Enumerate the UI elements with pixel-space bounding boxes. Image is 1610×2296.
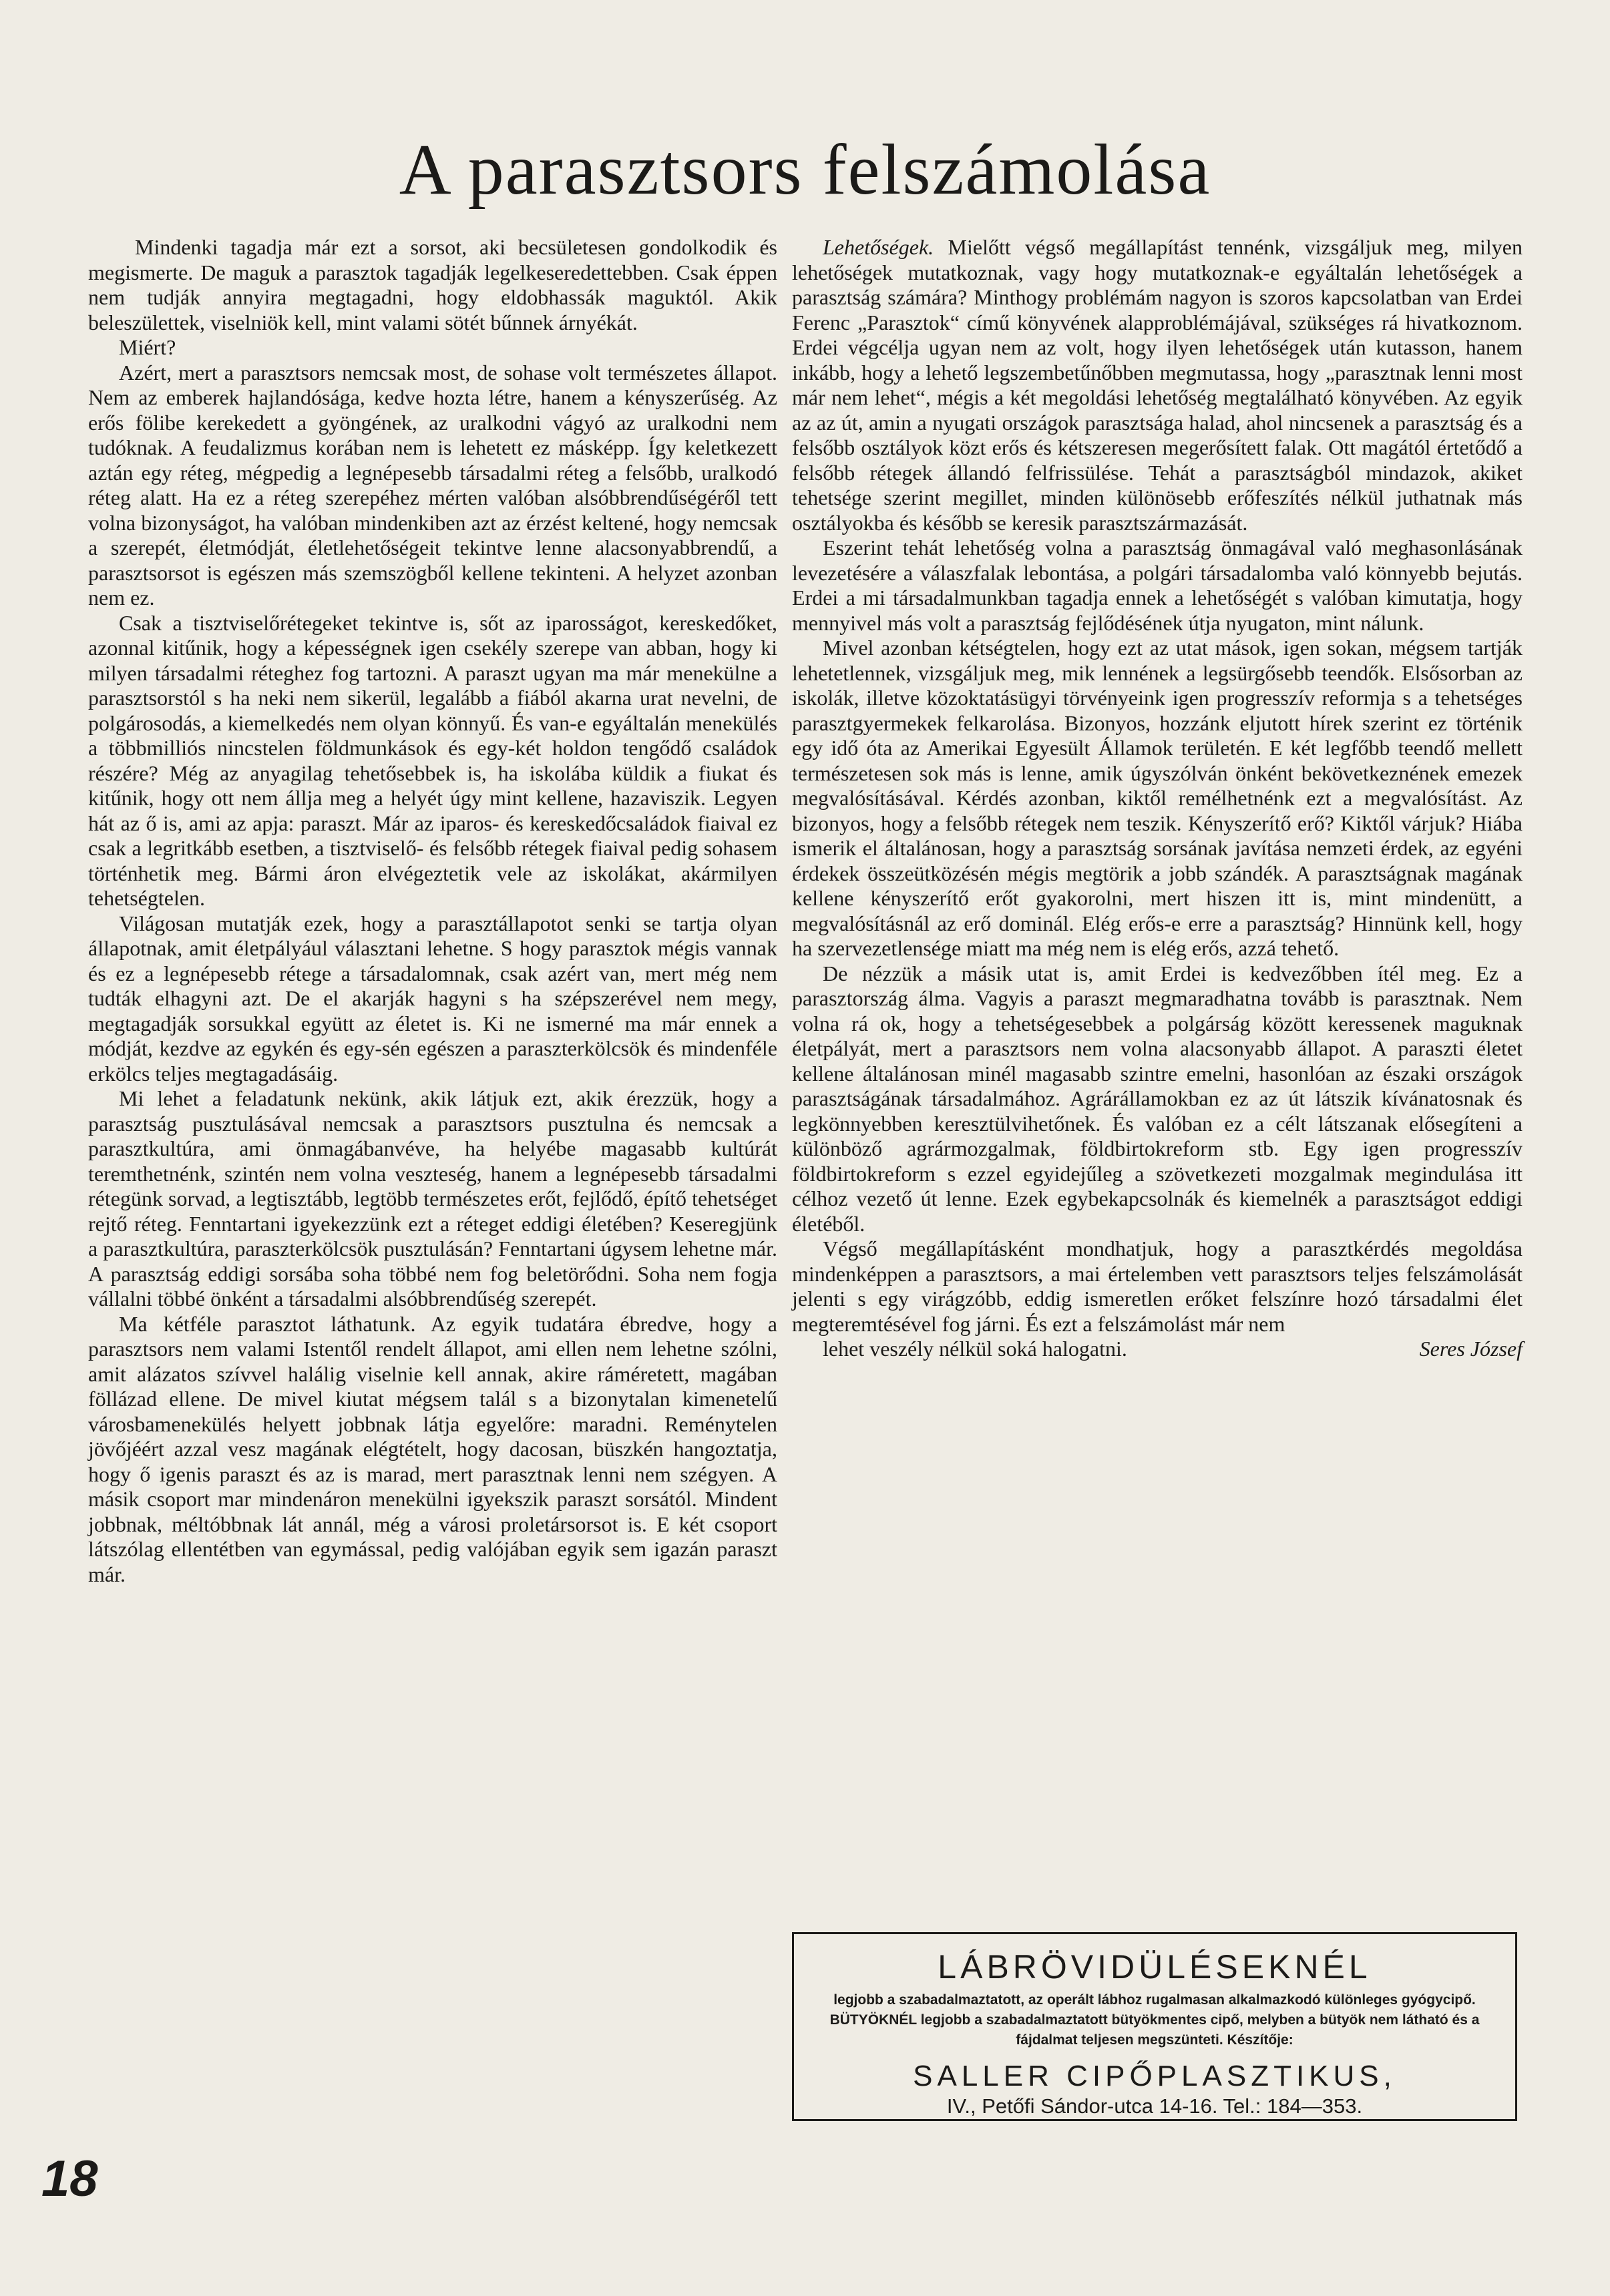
right-column — [792, 235, 1523, 1362]
article-paragraph: Mi lehet a feladatunk nekünk, akik látjuk ezt, akik érezzük, hogy a parasztság pusztulásával nemcsak a parasztsors pusztulna és nemcsak a parasztkultúra, ami önmagábanvéve, ha helyébe magasabb kultúrát teremthetnénk, szintén nem volna veszteség, hanem a legnépesebb társadalmi rétegünk sorvad, a legtisztább, legtöbb természetes erőt, fejlődő, építő tehetséget rejtő réteg. Fenntartani igyekezzünk ezt a réteget eddigi életében? Keseregjünk a parasztkultúra, paraszterkölcsök pusztulásán? Fenntartani úgysem lehetne már. A parasztság eddigi sorsába soha többé nem fog beletörődni. Soha nem fogja vállalni többé önként a társadalmi alsóbbrendűség szerepét. — [88, 1086, 777, 1311]
author-signature: Seres József — [1419, 1337, 1523, 1361]
article-paragraph: Eszerint tehát lehetőség volna a parasztság önmagával való meghasonlásának levezetésére a válaszfalak lebontása, a polgári társadalomba való könnyebb bejutás. Erdei a mi társadalmunkban tagadja ennek a lehetőségét s valóban kimutatja, hogy mennyivel más volt a parasztság fejlődésének útja nyugaton, mint nálunk. — [792, 535, 1523, 635]
article-paragraph-text: Mielőtt végső megállapítást tennénk, vizsgáljuk meg, milyen lehetőségek mutatkoznak, vagy hogy mutatkoznak-e egyáltalán lehetőségek a parasztság számára? Minthogy problémám nagyon is szoros kapcsolatban van Erdei Ferenc „Parasztok“ című könyvének alapproblémájával, szükséges rá hivatkoznom. Erdei végcélja ugyan nem az volt, hogy ilyen lehetőségek után kutasson, hanem inkább, hogy a lehető legszembetűnőbben megmutassa, hogy „parasztnak lenni most már nem lehet“, mégis a két megoldási lehetőség megtalálható könyvében. Az egyik az az út, amin a nyugati országok parasztsága halad, ahol nincsenek a parasztság és a felsőbb osztályok közt erős és kétszeresen megerősített falak. Ott magától értetődő a felsőbb rétegek állandó felfrissülése. Tehát a parasztságból mindazok, akiket tehetsége szerint megillet, minden különösebb erőfeszítés nélkül juthatnak más osztályokba és később se keresik parasztszármazását. — [792, 235, 1523, 535]
section-lead: Lehetőségek. — [823, 235, 934, 259]
ad-body: legjobb a szabadalmaztatott, az operált lábhoz rugalmasan alkalmazkodó különleges gyógycipő. BÜTYÖKNÉL legjobb a szabadalmaztatott bütyökmentes cipő, melyben a bütyök nem látható és a fájdalmat teljesen megszünteti. Készítője: — [829, 1992, 1480, 2048]
article-paragraph: Mivel azonban kétségtelen, hogy ezt az utat mások, igen sokan, mégsem tartják lehetetlennek, vizsgáljuk meg, mik lennének a legsürgősebb teendők. Elsősorban az iskolák, illetve közoktatásügyi törvényeink igen progresszív reformja s a tehetséges parasztgyermekek felkarolása. Bizonyos, hozzánk eljutott hírek szerint ez történik egy idő óta az Amerikai Egyesült Államok területén. E két legfőbb teendő mellett természetesen sok más is lenne, amik úgyszólván önként bekövetkeznének emezek megvalósításával. Kérdés azonban, kiktől remélhetnénk ezt a megvalósítást. Az bizonyos, hogy a felsőbb rétegek nem teszik. Kényszerítő erő? Kiktől várjuk? Hiába ismerik el általánosan, hogy a parasztság sorsának javítása nemzeti érdek, az egyéni érdekek összeütközésén mégis megtörik a jobb szándék. A parasztságnak magának kellene kényszerítő erőt gyakorolni, mert hiszen itt is, mint mindenütt, a megvalósításnál az erő dominál. Elég erős-e erre a parasztság? Hinnünk kell, hogy ha szervezetlensége miatt ma még nem is elég erős, azzá tehető. — [792, 636, 1523, 960]
closing-line — [792, 1337, 1523, 1362]
final-sentence: lehet veszély nélkül soká halogatni. — [823, 1337, 1127, 1361]
advertisement-box — [792, 1932, 1517, 2121]
ad-address: IV., Petőfi Sándor-utca 14-16. Tel.: 184—353. — [946, 2094, 1363, 2118]
article-paragraph: Mindenki tagadja már ezt a sorsot, aki becsületesen gondolkodik és megismerte. De maguk a parasztok tagadják legelkeseredettebben. Csak éppen nem tudják annyira megtagadni, hogy eldobhassák maguktól. Akik beleszülettek, viselniök kell, mint valami sötét bűnnek árnyékát. — [88, 235, 777, 334]
left-column — [88, 235, 777, 1587]
article-paragraph: Miért? — [119, 335, 176, 359]
article-paragraph: Végső megállapításként mondhatjuk, hogy a parasztkérdés megoldása mindenképpen a parasztsors, a mai értelemben vett parasztsors teljes felszámolását jelenti s egy virágzóbb, eddig ismeretlen erőket felszínre hozó társadalmi élet megteremtésével fog járni. És ezt a felszámolást már nem — [792, 1236, 1523, 1336]
article-paragraph-with-lead — [792, 235, 1523, 535]
page-number: 18 — [41, 2150, 98, 2207]
article-paragraph: Ma kétféle parasztot láthatunk. Az egyik tudatára ébredve, hogy a parasztsors nem valami Istentől rendelt állapot, ami ellen nem lehetne szólni, amit alázatos szívvel halálig viselnie kell annak, akire ráméretett, magában föllázad ellene. De mivel kiutat mégsem talál s a bizonytalan kimenetelű városbamenekülés helyett jobbnak látja egyelőre: maradni. Reménytelen jövőjéért azzal vesz magának elégtételt, hogy dacosan, büszkén hangoztatja, hogy ő igenis paraszt és az is marad, mert parasztnak lenni nem szégyen. A másik csoport mar mindenáron menekülni igyekszik paraszt sorsától. Mindent jobbnak, méltóbbnak lát annál, még a városi proletársorsot is. E két csoport látszólag ellentétben van egymással, pedig valójában egyik sem igazán paraszt már. — [88, 1311, 777, 1586]
article-paragraph: De nézzük a másik utat is, amit Erdei is kedvezőbben ítél meg. Ez a parasztország álma. Vagyis a paraszt megmaradhatna tovább is parasztnak. Nem volna rá ok, hogy a tehetségesebbek a polgárság között keressenek maguknak életpályát, mert a parasztsors nem volna alacsonyabb állapot. A paraszti életet kellene általánosan minél magasabb szintre emelni, hasonlóan az északi országok parasztságának társadalmához. Agrárállamokban ez az út látszik kívánatosnak és legkönnyebben keresztülvihetőnek. És valóban ez a célt látszanak elősegíteni a különböző agrármozgalmak, földbirtokreform stb. Egy igen progresszív földbirtokreform s ezzel egyidejűleg a szövetkezeti mozgalmak megindulása itt célhoz vezető út lenne. Ezek egybekapcsolnák és kiemelnék a parasztságot eddigi életéből. — [792, 961, 1523, 1236]
article-paragraph: Csak a tisztviselőrétegeket tekintve is, sőt az iparosságot, kereskedőket, azonnal kitűnik, hogy a képességnek igen csekély szerepe van abban, hogy ki milyen társadalmi réteghez fog tartozni. A paraszt ugyan ma már menekülne a parasztsorstól s ha neki nem sikerül, legalább a fiából akarna urat nevelni, de polgárosodás, a kiemelkedés nem olyan könnyű. És van-e egyáltalán menekülés a többmilliós nincstelen földmunkások és egy-két holdon tengődő családok részére? Még az anyagilag tehetősebbek is, ha iskolába küldik a fiukat és kitűnik, hogy ott nem állja meg a helyét úgy mint kellene, hazaviszik. Legyen hát az ő is, ami az apja: paraszt. Már az iparos- és kereskedőcsaládok fiaival ez csak a legritkább esetben, a tisztviselő- és felsőbb rétegek fiaival pedig sohasem történhetik meg. Bármi áron elvégeztetik vele az iskolákat, akármilyen tehetségtelen. — [88, 610, 777, 910]
ad-maker: SALLER CIPŐPLASZTIKUS, — [913, 2060, 1396, 2092]
article-paragraph: Világosan mutatják ezek, hogy a parasztállapotot senki se tartja olyan állapotnak, amit életpályául választani lehetne. S hogy parasztok mégis vannak és ez a legnépesebb rétege a társadalomnak, csak azért van, mert még nem tudták elhagyni azt. De el akarják hagyni s ha szépszerével nem megy, megtagadják sorsukkal együtt az életet is. Ki ne ismerné ma már ennek a módját, kezdve az egykén és egy-sén egészen a paraszterkölcsök és mindenféle erkölcs teljes megtagadásáig. — [88, 911, 777, 1086]
article-paragraph: Azért, mert a parasztsors nemcsak most, de sohase volt természetes állapot. Nem az emberek hajlandósága, kedve hozta létre, hanem a kényszerűség. Az erős fölibe kerekedett a gyöngének, az uralkodni vágyó az uralkodni nem tudóknak. A feudalizmus korában nem is lehetett ez másképp. Így keletkezett aztán egy réteg, mégpedig a legnépesebb társadalmi réteg a felsőbb, uralkodó réteg alatt. Ha ez a réteg szerepéhez mérten valóban alsóbbrendűségéről tett volna bizonyságot, ha valóban mindenkiben azt az érzést keltené, hogy nemcsak a szerepét, életmódját, életlehetőségeit tekintve lenne alacsonyabbrendű, a parasztsorsot is egészen más szemszögből kellene tekinteni. A helyzet azonban nem ez. — [88, 360, 777, 610]
article-title: A parasztsors felszámolása — [399, 130, 1211, 210]
ad-headline: LÁBRÖVIDÜLÉSEKNÉL — [938, 1948, 1372, 1986]
